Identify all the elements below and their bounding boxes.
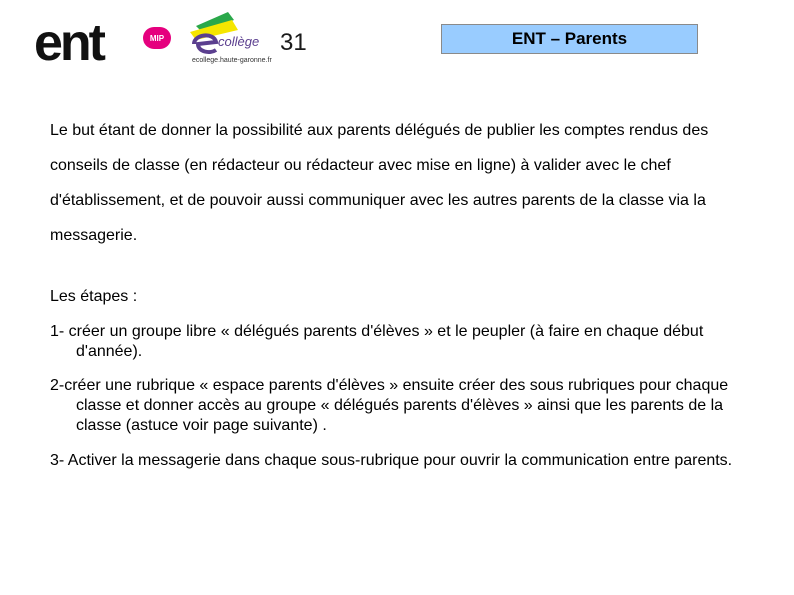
ecollege-url: ecollege.haute-garonne.fr: [192, 57, 272, 64]
mip-badge: MIP: [143, 27, 171, 49]
logo-purple-e: [194, 35, 216, 52]
logo-college-number: 31: [280, 29, 307, 56]
ent-logo: [34, 22, 142, 64]
step-item: 2-créer une rubrique « espace parents d'élèves » ensuite créer des sous rubriques pour chaque classe et donner accès au groupe « délégués parents d'élèves » ainsi que les parents de la classe (astuce voir page suivante) .: [50, 377, 729, 434]
step-item: 1- créer un groupe libre « délégués parents d'élèves » et le peupler (à faire en chaque début d'année).: [50, 323, 704, 360]
intro-paragraph: Le but étant de donner la possibilité aux parents délégués de publier les comptes rendus des conseils de classe (en rédacteur ou rédacteur avec mise en ligne) à valider avec le chef d'établissement, et de pouvoir aussi communiquer avec les autres parents de la classe via la messagerie.: [50, 122, 709, 244]
logo-college-word: collège: [218, 34, 260, 49]
step-item: 3- Activer la messagerie dans chaque sous-rubrique pour ouvrir la communication entre parents.: [50, 452, 733, 469]
ent-logo-text: ent: [34, 22, 103, 64]
steps-heading: Les étapes :: [50, 288, 138, 305]
page-title: ENT – Parents: [441, 24, 698, 54]
